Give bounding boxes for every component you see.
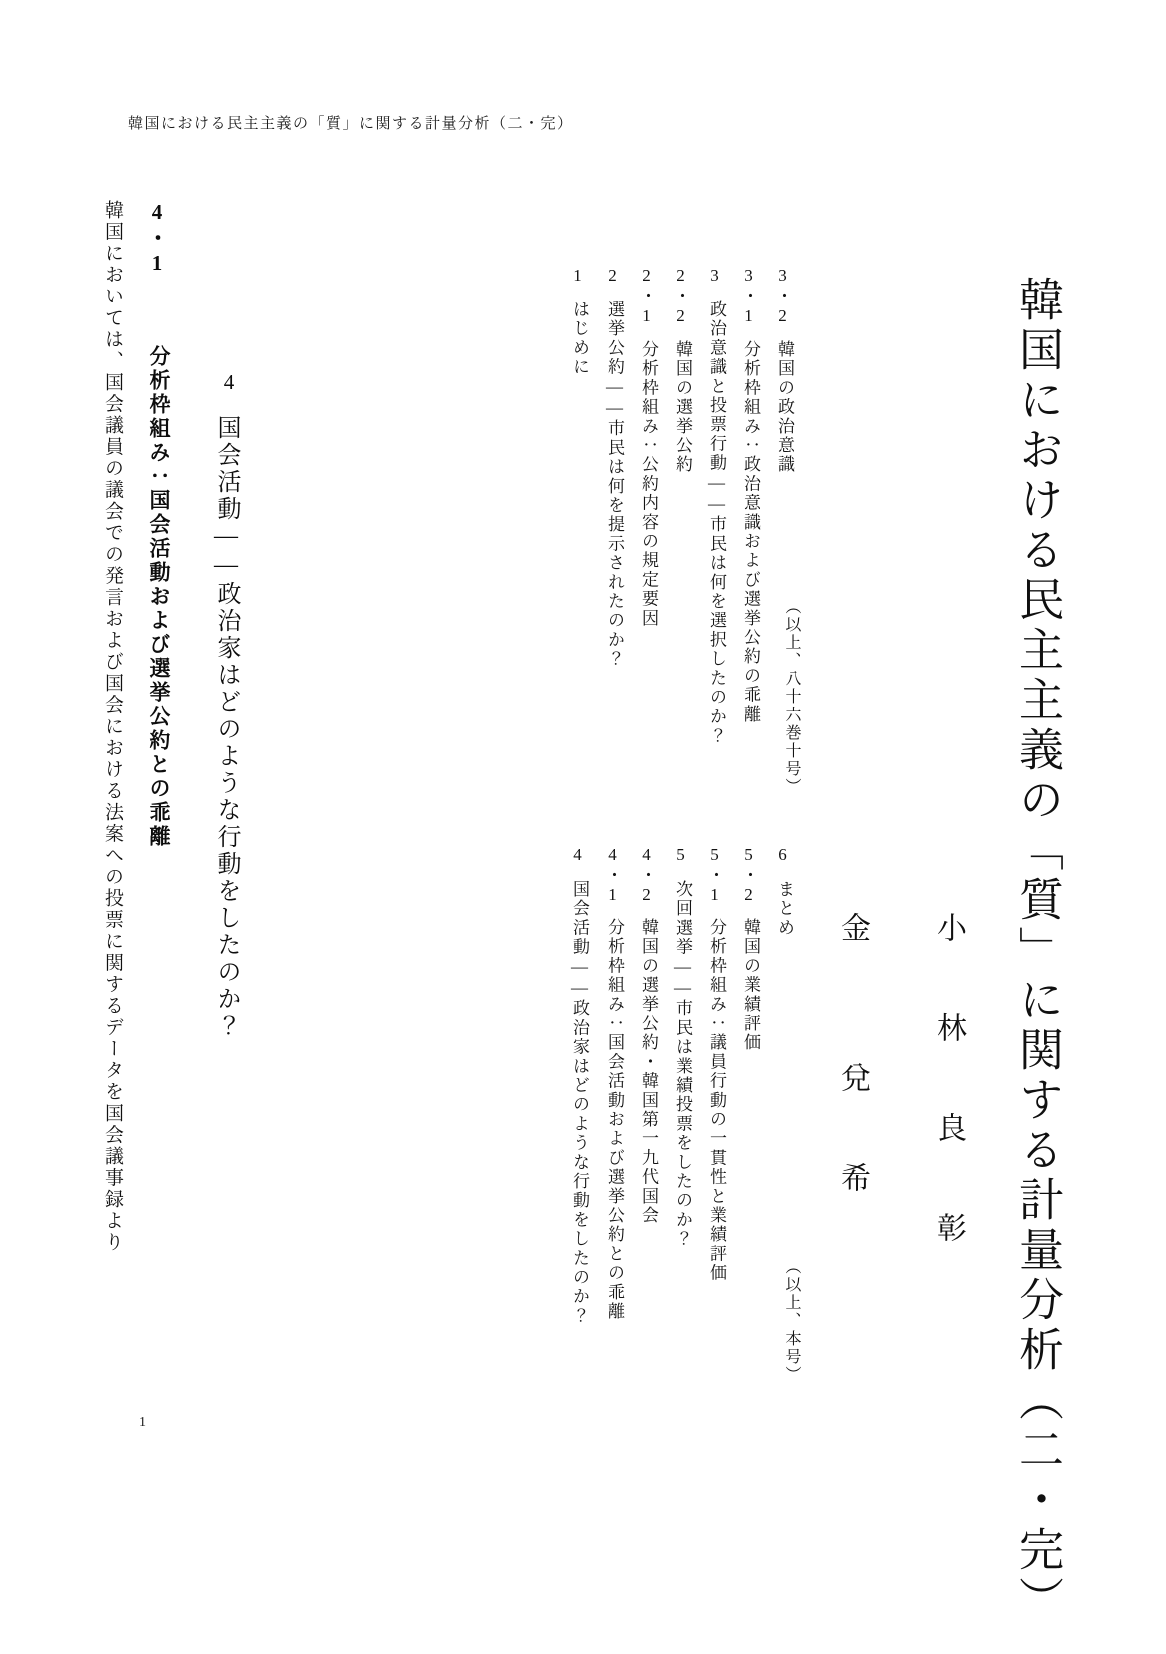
author-name-1: 小 林 良 彰	[932, 912, 965, 1262]
toc-item-label: 韓国の選挙公約	[673, 340, 692, 475]
toc-item-label: 国会活動――政治家はどのような行動をしたのか？	[570, 880, 589, 1326]
running-head: 韓国における民主主義の「質」に関する計量分析（二・完）	[128, 116, 574, 132]
toc-item-number: 5・2	[739, 845, 758, 906]
toc-item-number: 5	[671, 845, 690, 866]
toc-note-left: （以上、本号）	[783, 1258, 800, 1384]
chapter-heading: 国会活動――政治家はどのような行動をしたのか？	[213, 415, 239, 1040]
body-paragraph: 韓国においては、国会議員の議会での発言および国会における法案への投票に関するデータを国会議事録より	[102, 200, 123, 1254]
toc-note-right: （以上、八十六巻十号）	[783, 598, 800, 796]
author-name-2: 金 兌 希	[836, 912, 869, 1212]
toc-item-label: 分析枠組み：議員行動の一貫性と業績評価	[707, 918, 726, 1283]
toc-item-label: 次回選挙――市民は業績投票をしたのか？	[673, 880, 692, 1249]
page-number: 1	[139, 1415, 146, 1430]
toc-item-number: 4・2	[637, 845, 656, 906]
toc-item-number: 2	[603, 266, 622, 287]
toc-item-number: 1	[568, 266, 587, 287]
toc-item-label: まとめ	[775, 880, 794, 938]
toc-item-label: 分析枠組み：政治意識および選挙公約の乖離	[741, 340, 760, 724]
toc-item-number: 6	[773, 845, 792, 866]
toc-item-number: 4	[568, 845, 587, 866]
section-number: 4・1	[145, 200, 169, 278]
toc-item-label: 分析枠組み：公約内容の規定要因	[639, 340, 658, 628]
toc-item-number: 3・2	[773, 266, 792, 327]
toc-item-label: はじめに	[570, 300, 589, 377]
toc-item-number: 2・1	[637, 266, 656, 327]
page-title: 韓国における民主主義の「質」に関する計量分析（二・完）	[1012, 276, 1062, 1626]
section-heading: 分析枠組み：国会活動および選挙公約との乖離	[147, 345, 171, 849]
toc-item-number: 3・1	[739, 266, 758, 327]
chapter-number: 4	[217, 370, 241, 397]
toc-item-number: 2・2	[671, 266, 690, 327]
toc-item-label: 韓国の業績評価	[741, 918, 760, 1053]
toc-item-label: 韓国の政治意識	[775, 340, 794, 475]
toc-item-label: 選挙公約――市民は何を提示されたのか？	[605, 300, 624, 669]
toc-item-number: 5・1	[705, 845, 724, 906]
toc-item-label: 韓国の選挙公約・韓国第一九代国会	[639, 918, 658, 1226]
toc-item-label: 政治意識と投票行動――市民は何を選択したのか？	[707, 300, 726, 746]
toc-item-number: 3	[705, 266, 724, 287]
toc-item-number: 4・1	[603, 845, 622, 906]
toc-item-label: 分析枠組み：国会活動および選挙公約との乖離	[605, 918, 624, 1322]
